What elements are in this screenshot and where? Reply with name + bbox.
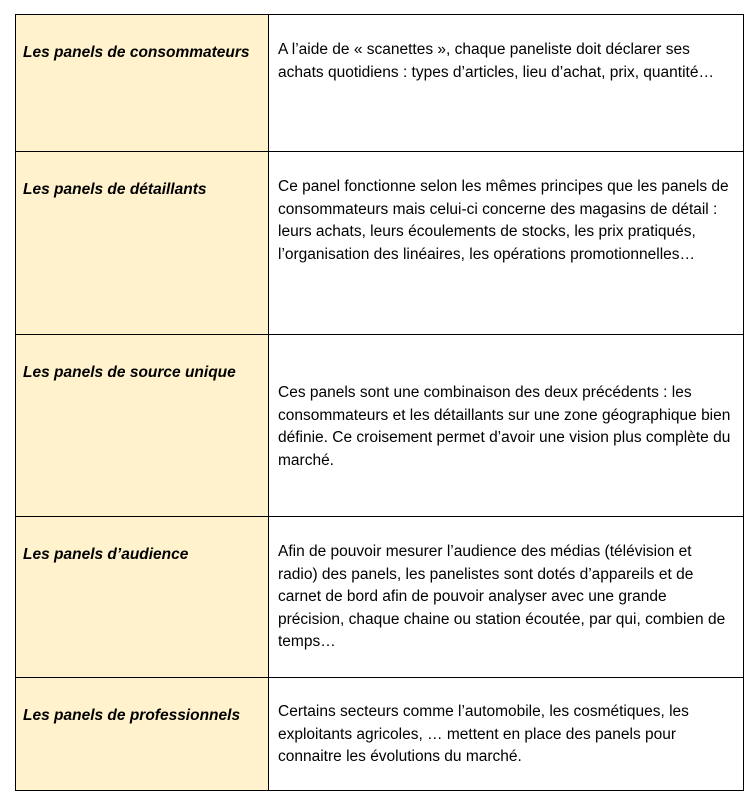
table-row [16,15,744,152]
panel-type-description: Certains secteurs comme l’automobile, les cosmétiques, les exploitants agricoles, … mettent en place des panels pour connaitre les évolutions du marché. [269,678,744,791]
panel-type-description: A l’aide de « scanettes », chaque paneliste doit déclarer ses achats quotidiens : types d’articles, lieu d’achat, prix, quantité… [269,15,744,152]
panel-type-label: Les panels de détaillants [16,152,269,335]
panel-type-label: Les panels de source unique [16,335,269,517]
table-row [16,678,744,791]
panel-type-description: Ces panels sont une combinaison des deux précédents : les consommateurs et les détaillants sur une zone géographique bien définie. Ce croisement permet d’avoir une vision plus complète du marché. [269,335,744,517]
panel-type-label: Les panels de consommateurs [16,15,269,152]
table-row [16,335,744,517]
table-row [16,152,744,335]
table-row [16,517,744,678]
panel-type-description: Afin de pouvoir mesurer l’audience des médias (télévision et radio) des panels, les panelistes sont dotés d’appareils et de carnet de bord afin de pouvoir analyser avec une grande précision, chaque chaine ou station écoutée, par qui, combien de temps… [269,517,744,678]
panel-types-table [15,14,744,791]
panel-type-label: Les panels d’audience [16,517,269,678]
panel-type-description: Ce panel fonctionne selon les mêmes principes que les panels de consommateurs mais celui-ci concerne des magasins de détail : leurs achats, leurs écoulements de stocks, les prix pratiqués, l’organisation des linéaires, les opérations promotionnelles… [269,152,744,335]
panel-type-label: Les panels de professionnels [16,678,269,791]
